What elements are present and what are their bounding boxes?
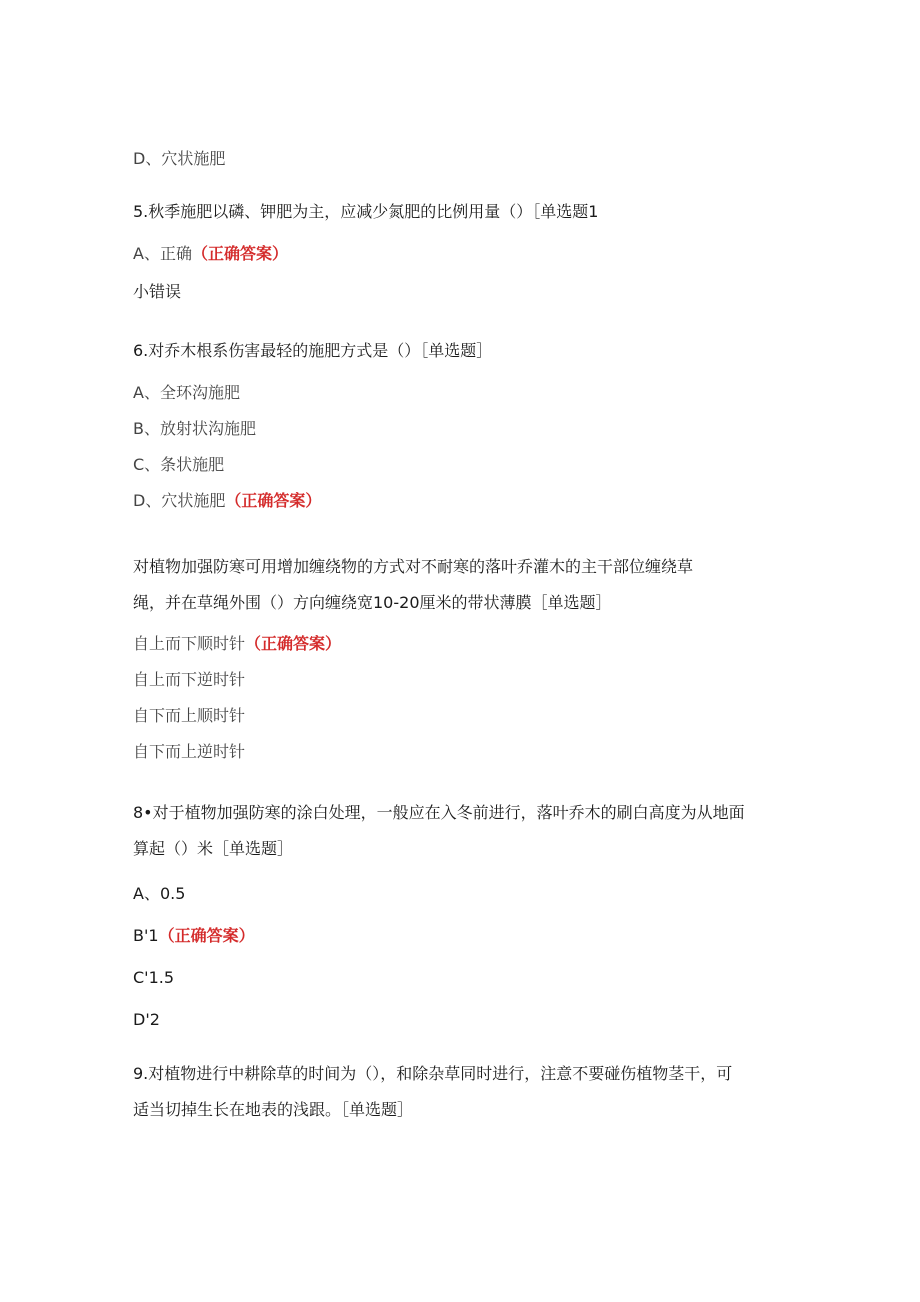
option-line: [133, 967, 174, 989]
question-line: [133, 802, 745, 824]
question-text: 对植物加强防寒可用增加缠绕物的方式对不耐寒的落叶乔灌木的主干部位缠绕草: [133, 557, 694, 576]
option-line: [133, 148, 225, 170]
correct-answer-label: （正确答案）: [245, 634, 342, 653]
correct-answer-label: （正确答案）: [225, 491, 322, 510]
option-line: [133, 382, 240, 404]
option-line: [133, 490, 321, 512]
question-text: 8•对于植物加强防寒的涂白处理，一般应在入冬前进行，落叶乔木的刷白高度为从地面: [133, 803, 745, 822]
option-line: [133, 1009, 160, 1031]
question-text: 6.对乔木根系伤害最轻的施肥方式是（）［单选题］: [133, 341, 493, 360]
option-text: D、穴状施肥: [133, 491, 226, 510]
option-line: [133, 633, 341, 655]
question-text: 9.对植物进行中耕除草的时间为（），和除杂草同时进行，注意不要碰伤植物茎干，可: [133, 1064, 733, 1083]
option-text: A、正确: [133, 244, 192, 263]
option-text: C'1.5: [133, 968, 175, 987]
option-text: 小错误: [133, 282, 182, 301]
question-line: [133, 1063, 732, 1085]
option-text: A、0.5: [133, 884, 186, 903]
option-text: 自上而下逆时针: [133, 670, 246, 689]
option-text: D'2: [133, 1010, 160, 1029]
question-line: [133, 340, 492, 362]
option-text: B'1: [133, 926, 159, 945]
option-text: A、全环沟施肥: [133, 383, 240, 402]
option-line: [133, 883, 185, 905]
question-line: [133, 592, 612, 614]
option-text: B、放射状沟施肥: [133, 419, 256, 438]
option-line: [133, 669, 245, 691]
question-text: 适当切掉生长在地表的浅跟。［单选题］: [133, 1100, 414, 1119]
question-text: 算起（）米［单选题］: [133, 839, 294, 858]
option-text: 自上而下顺时针: [133, 634, 246, 653]
correct-answer-label: （正确答案）: [158, 926, 255, 945]
question-text: 5.秋季施肥以磷、钾肥为主，应减少氮肥的比例用量（）［单选题1: [133, 202, 599, 221]
option-text: 自下而上逆时针: [133, 742, 246, 761]
option-line: [133, 925, 255, 947]
correct-answer-label: （正确答案）: [191, 244, 288, 263]
question-line: [133, 838, 293, 860]
option-line: [133, 741, 245, 763]
option-line: [133, 705, 245, 727]
question-line: [133, 556, 693, 578]
question-text: 绳，并在草绳外围（）方向缠绕宽10-20厘米的带状薄膜［单选题］: [133, 593, 612, 612]
option-line: [133, 454, 224, 476]
option-line: [133, 418, 256, 440]
option-text: C、条状施肥: [133, 455, 225, 474]
option-text: D、穴状施肥: [133, 149, 226, 168]
question-line: [133, 201, 598, 223]
question-line: [133, 1099, 413, 1121]
option-line: [133, 281, 181, 303]
option-line: [133, 243, 288, 265]
option-text: 自下而上顺时针: [133, 706, 246, 725]
